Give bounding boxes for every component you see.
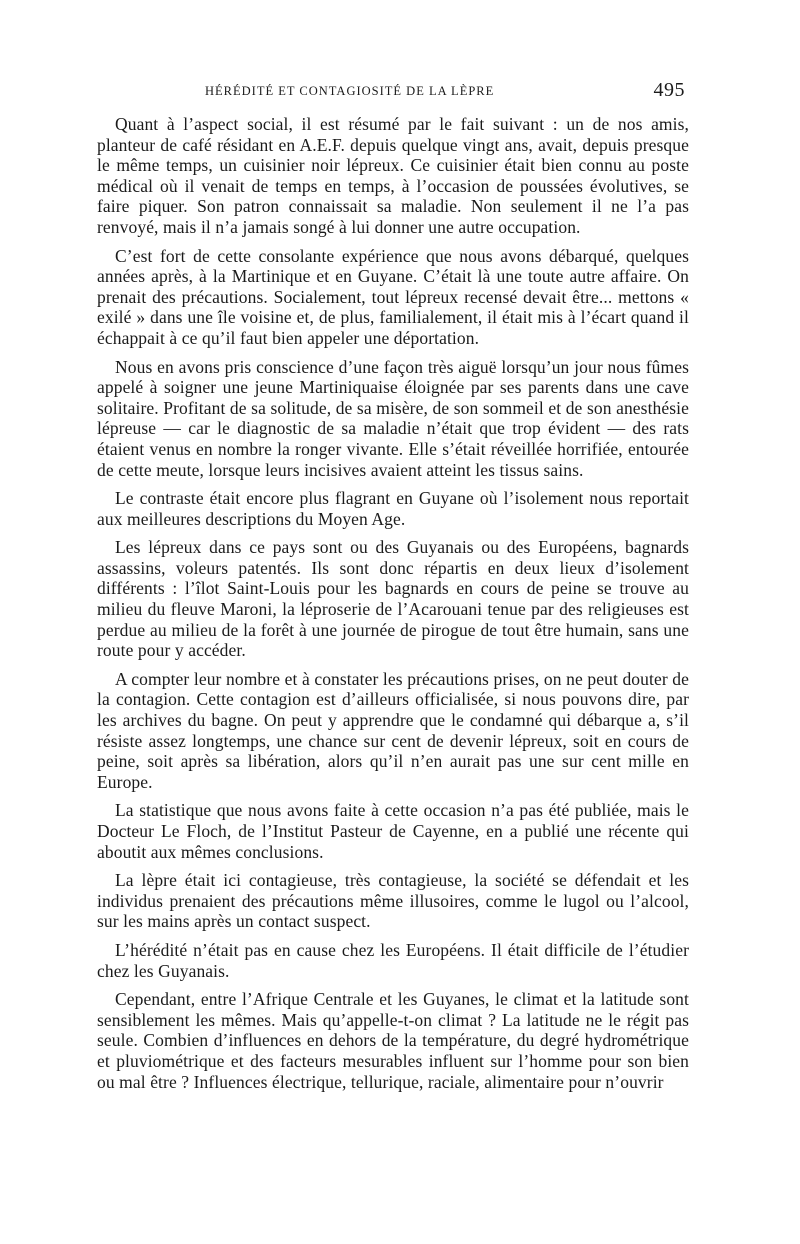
paragraph-guyane-contrast: Le contraste était encore plus flagrant en Guyane où l’isolement nous reportait aux meilleures descriptions du Moyen Age. [97,488,689,529]
paragraph-young-martiniquaise: Nous en avons pris conscience d’une façon très aiguë lorsqu’un jour nous fûmes appelé à soigner une jeune Martiniquaise éloignée par ses parents dans une cave solitaire. Profitant de sa solitude, de sa misère, de son sommeil et de son anesthésie lépreuse — car le diagnostic de sa maladie n’était que trop évident — des rats étaient venus en nombre la ronger vivante. Elle s’était réveillée horrifiée, entourée de cette meute, lorsque leurs incisives avaient atteint les tissus sains. [97,356,689,480]
book-page [97,78,689,1092]
body-text [97,114,689,1092]
paragraph-precautions: La lèpre était ici contagieuse, très contagieuse, la société se défendait et les individus prenaient des précautions même illusoires, comme le lugol ou l’alcool, sur les mains après un contact suspect. [97,870,689,932]
page-number: 495 [653,79,685,101]
paragraph-martinique-guyane: C’est fort de cette consolante expérience que nous avons débarqué, quelques années après, à la Martinique et en Guyane. C’était là une toute autre affaire. On prenait des précautions. Socialement, tout lépreux recensé devait être... mettons « exilé » dans une île voisine et, de plus, familialement, il était mis à l’écart quand il échappait à ce qu’il faut bien appeler une déportation. [97,245,689,348]
running-header [97,78,689,106]
paragraph-heredity: L’hérédité n’était pas en cause chez les Européens. Il était difficile de l’étudier chez les Guyanais. [97,939,689,981]
running-title: HÉRÉDITÉ ET CONTAGIOSITÉ DE LA LÈPRE [205,84,495,98]
paragraph-contagion: A compter leur nombre et à constater les précautions prises, on ne peut douter de la contagion. Cette contagion est d’ailleurs officialisée, si nous pouvons dire, par les archives du bagne. On peut y apprendre que le condamné qui débarque a, s’il résiste assez longtemps, une chance sur cent de devenir lépreux, soit en cours de peine, soit après sa libération, alors qu’il n’en aurait pas une sur cent mille en Europe. [97,668,689,792]
paragraph-statistics: La statistique que nous avons faite à cette occasion n’a pas été publiée, mais le Docteur Le Floch, de l’Institut Pasteur de Cayenne, en a publié une récente qui aboutit aux mêmes conclusions. [97,800,689,862]
paragraph-lepers-locations: Les lépreux dans ce pays sont ou des Guyanais ou des Européens, bagnards assassins, voleurs patentés. Ils sont donc répartis en deux lieux d’isolement différents : l’îlot Saint-Louis pour les bagnards en cours de peine se trouve au milieu du fleuve Maroni, la léproserie de l’Acarouani tenue par des religieuses est perdue au milieu de la forêt à une journée de pirogue de tout être humain, sans une route pour y accéder. [97,537,689,661]
paragraph-climate: Cependant, entre l’Afrique Centrale et les Guyanes, le climat et la latitude sont sensiblement les mêmes. Mais qu’appelle-t-on climat ? La latitude ne le régit pas seule. Combien d’influences en dehors de la température, du degré hydrométrique et pluviométrique et des facteurs mesurables influent sur l’homme pour son bien ou mal être ? Influences électrique, tellurique, raciale, alimentaire pour n’ouvrir [97,989,689,1092]
paragraph-social-aspect: Quant à l’aspect social, il est résumé par le fait suivant : un de nos amis, planteur de café résidant en A.E.F. depuis quelque vingt ans, avait, depuis presque le même temps, un cuisinier noir lépreux. Ce cuisinier était bien connu au poste médical où il venait de temps en temps, à l’occasion de poussées évolutives, se faire piquer. Son patron connaissait sa maladie. Non seulement il ne l’a pas renvoyé, mais il n’a jamais songé à lui donner une autre occupation. [97,114,689,237]
